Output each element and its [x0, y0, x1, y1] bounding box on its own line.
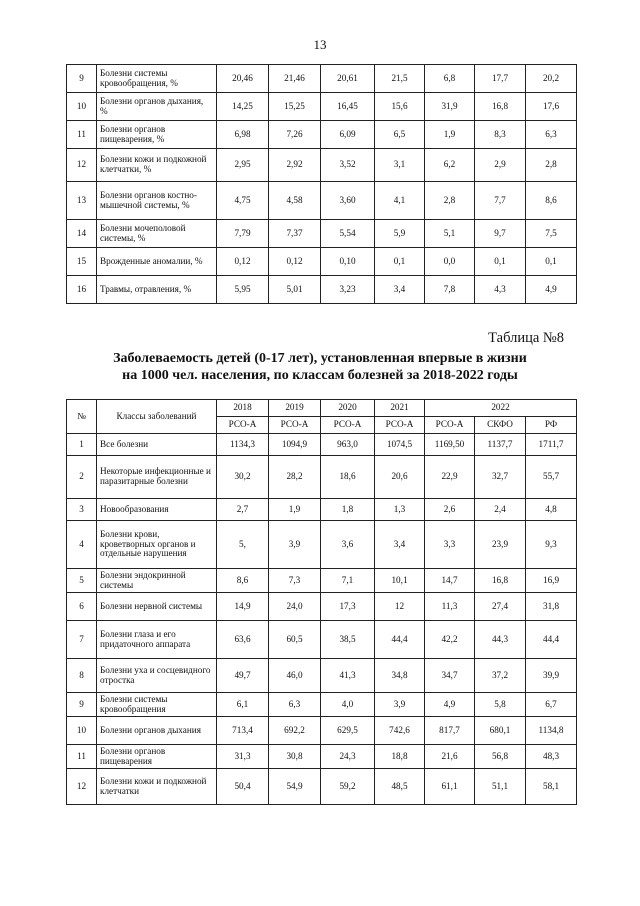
value-cell: 55,7 [526, 456, 577, 499]
row-number: 11 [67, 745, 97, 769]
value-cell: 49,7 [217, 659, 269, 693]
value-cell: 6,1 [217, 693, 269, 717]
value-cell: 46,0 [269, 659, 321, 693]
header-region: РФ [526, 417, 577, 434]
value-cell: 6,3 [269, 693, 321, 717]
value-cell: 2,7 [217, 499, 269, 521]
table-8 [66, 399, 577, 805]
table-row [67, 693, 577, 717]
value-cell: 4,3 [475, 276, 526, 304]
value-cell: 0,0 [425, 248, 475, 276]
table-title [0, 350, 640, 384]
disease-class: Болезни органов дыхания, % [97, 93, 217, 121]
disease-class: Болезни системы кровообращения, % [97, 65, 217, 93]
disease-class: Болезни уха и сосцевидного отростка [97, 659, 217, 693]
value-cell: 0,12 [269, 248, 321, 276]
disease-class: Новообразования [97, 499, 217, 521]
value-cell: 0,10 [321, 248, 375, 276]
value-cell: 20,2 [526, 65, 577, 93]
value-cell: 7,26 [269, 121, 321, 149]
value-cell: 0,1 [475, 248, 526, 276]
value-cell: 18,6 [321, 456, 375, 499]
table-row [67, 220, 577, 248]
value-cell: 4,9 [425, 693, 475, 717]
table-row [67, 149, 577, 182]
value-cell: 14,25 [217, 93, 269, 121]
value-cell: 3,1 [375, 149, 425, 182]
value-cell: 7,7 [475, 182, 526, 220]
disease-class: Болезни глаза и его придаточного аппарата [97, 621, 217, 659]
disease-class: Болезни кожи и подкожной клетчатки [97, 769, 217, 805]
row-number: 10 [67, 717, 97, 745]
table-row [67, 769, 577, 805]
value-cell: 54,9 [269, 769, 321, 805]
value-cell: 39,9 [526, 659, 577, 693]
disease-class: Болезни эндокринной системы [97, 569, 217, 593]
value-cell: 7,8 [425, 276, 475, 304]
value-cell: 692,2 [269, 717, 321, 745]
value-cell: 9,3 [526, 521, 577, 569]
table-row [67, 569, 577, 593]
value-cell: 1137,7 [475, 434, 526, 456]
value-cell: 3,23 [321, 276, 375, 304]
value-cell: 23,9 [475, 521, 526, 569]
value-cell: 3,9 [375, 693, 425, 717]
row-number: 6 [67, 593, 97, 621]
value-cell: 6,09 [321, 121, 375, 149]
header-region: СКФО [475, 417, 526, 434]
table-row [67, 93, 577, 121]
value-cell: 7,3 [269, 569, 321, 593]
disease-class: Травмы, отравления, % [97, 276, 217, 304]
table-row [67, 717, 577, 745]
header-num: № [67, 400, 97, 434]
value-cell: 3,4 [375, 276, 425, 304]
disease-class: Болезни мочеполовой системы, % [97, 220, 217, 248]
value-cell: 32,7 [475, 456, 526, 499]
value-cell: 14,7 [425, 569, 475, 593]
row-number: 10 [67, 93, 97, 121]
value-cell: 742,6 [375, 717, 425, 745]
value-cell: 14,9 [217, 593, 269, 621]
disease-class: Болезни кожи и подкожной клетчатки, % [97, 149, 217, 182]
value-cell: 0,12 [217, 248, 269, 276]
header-region: РСО-А [425, 417, 475, 434]
table-title-line-2: на 1000 чел. населения, по классам болезней за 2018-2022 годы [122, 368, 518, 383]
row-number: 11 [67, 121, 97, 149]
value-cell: 38,5 [321, 621, 375, 659]
value-cell: 17,7 [475, 65, 526, 93]
value-cell: 4,8 [526, 499, 577, 521]
value-cell: 963,0 [321, 434, 375, 456]
value-cell: 31,8 [526, 593, 577, 621]
value-cell: 1094,9 [269, 434, 321, 456]
value-cell: 37,2 [475, 659, 526, 693]
header-region: РСО-А [321, 417, 375, 434]
value-cell: 50,4 [217, 769, 269, 805]
value-cell: 30,2 [217, 456, 269, 499]
value-cell: 0,1 [375, 248, 425, 276]
value-cell: 20,6 [375, 456, 425, 499]
value-cell: 3,60 [321, 182, 375, 220]
value-cell: 6,3 [526, 121, 577, 149]
value-cell: 60,5 [269, 621, 321, 659]
value-cell: 20,46 [217, 65, 269, 93]
value-cell: 63,6 [217, 621, 269, 659]
value-cell: 24,3 [321, 745, 375, 769]
value-cell: 12 [375, 593, 425, 621]
table-title-line-1: Заболеваемость детей (0-17 лет), установленная впервые в жизни [113, 351, 527, 366]
table-row [67, 276, 577, 304]
table-row [67, 499, 577, 521]
value-cell: 6,7 [526, 693, 577, 717]
value-cell: 44,3 [475, 621, 526, 659]
value-cell: 22,9 [425, 456, 475, 499]
row-number: 1 [67, 434, 97, 456]
value-cell: 44,4 [526, 621, 577, 659]
row-number: 5 [67, 569, 97, 593]
value-cell: 2,8 [425, 182, 475, 220]
value-cell: 4,75 [217, 182, 269, 220]
table-row [67, 434, 577, 456]
value-cell: 6,2 [425, 149, 475, 182]
top-table-body [67, 65, 577, 304]
header-region: РСО-А [217, 417, 269, 434]
disease-class: Болезни крови, кроветворных органов и отдельные нарушения [97, 521, 217, 569]
row-number: 13 [67, 182, 97, 220]
value-cell: 16,9 [526, 569, 577, 593]
table-label: Таблица №8 [488, 330, 564, 346]
disease-class: Болезни нервной системы [97, 593, 217, 621]
table-row [67, 121, 577, 149]
value-cell: 1,9 [269, 499, 321, 521]
header-year: 2019 [269, 400, 321, 417]
value-cell: 629,5 [321, 717, 375, 745]
value-cell: 5,95 [217, 276, 269, 304]
value-cell: 8,6 [526, 182, 577, 220]
value-cell: 9,7 [475, 220, 526, 248]
value-cell: 44,4 [375, 621, 425, 659]
value-cell: 5,01 [269, 276, 321, 304]
row-number: 3 [67, 499, 97, 521]
disease-class: Болезни органов пищеварения [97, 745, 217, 769]
value-cell: 28,2 [269, 456, 321, 499]
value-cell: 3,6 [321, 521, 375, 569]
page-number: 13 [313, 37, 327, 52]
value-cell: 21,46 [269, 65, 321, 93]
value-cell: 1,9 [425, 121, 475, 149]
header-region: РСО-А [375, 417, 425, 434]
value-cell: 3,52 [321, 149, 375, 182]
value-cell: 24,0 [269, 593, 321, 621]
value-cell: 1711,7 [526, 434, 577, 456]
value-cell: 7,1 [321, 569, 375, 593]
header-year: 2020 [321, 400, 375, 417]
row-number: 15 [67, 248, 97, 276]
value-cell: 2,6 [425, 499, 475, 521]
row-number: 12 [67, 149, 97, 182]
table-row [67, 745, 577, 769]
table-row [67, 65, 577, 93]
value-cell: 27,4 [475, 593, 526, 621]
disease-class: Болезни органов костно-мышечной системы, % [97, 182, 217, 220]
value-cell: 7,37 [269, 220, 321, 248]
disease-class: Болезни органов пищеварения, % [97, 121, 217, 149]
value-cell: 8,6 [217, 569, 269, 593]
table-row [67, 248, 577, 276]
row-number: 7 [67, 621, 97, 659]
value-cell: 2,92 [269, 149, 321, 182]
value-cell: 10,1 [375, 569, 425, 593]
header-year: 2022 [425, 400, 577, 417]
table-8-body [67, 434, 577, 805]
value-cell: 8,3 [475, 121, 526, 149]
value-cell: 48,3 [526, 745, 577, 769]
value-cell: 3,3 [425, 521, 475, 569]
value-cell: 7,79 [217, 220, 269, 248]
value-cell: 1169,50 [425, 434, 475, 456]
disease-class: Болезни органов дыхания [97, 717, 217, 745]
row-number: 8 [67, 659, 97, 693]
value-cell: 31,9 [425, 93, 475, 121]
table-row [67, 621, 577, 659]
disease-class: Все болезни [97, 434, 217, 456]
value-cell: 15,6 [375, 93, 425, 121]
value-cell: 31,3 [217, 745, 269, 769]
table-8-header [67, 400, 577, 434]
value-cell: 56,8 [475, 745, 526, 769]
value-cell: 1,8 [321, 499, 375, 521]
row-number: 2 [67, 456, 97, 499]
value-cell: 6,8 [425, 65, 475, 93]
value-cell: 51,1 [475, 769, 526, 805]
value-cell: 713,4 [217, 717, 269, 745]
table-row [67, 521, 577, 569]
disease-class: Болезни системы кровообращения [97, 693, 217, 717]
value-cell: 1074,5 [375, 434, 425, 456]
value-cell: 1,3 [375, 499, 425, 521]
row-number: 9 [67, 65, 97, 93]
value-cell: 2,95 [217, 149, 269, 182]
value-cell: 5, [217, 521, 269, 569]
value-cell: 11,3 [425, 593, 475, 621]
value-cell: 2,8 [526, 149, 577, 182]
value-cell: 15,25 [269, 93, 321, 121]
header-classes: Классы заболеваний [97, 400, 217, 434]
table-row [67, 182, 577, 220]
value-cell: 4,58 [269, 182, 321, 220]
table-row [67, 456, 577, 499]
value-cell: 48,5 [375, 769, 425, 805]
value-cell: 6,5 [375, 121, 425, 149]
value-cell: 4,1 [375, 182, 425, 220]
value-cell: 58,1 [526, 769, 577, 805]
value-cell: 21,6 [425, 745, 475, 769]
row-number: 16 [67, 276, 97, 304]
value-cell: 30,8 [269, 745, 321, 769]
value-cell: 16,8 [475, 93, 526, 121]
value-cell: 5,1 [425, 220, 475, 248]
value-cell: 1134,8 [526, 717, 577, 745]
value-cell: 16,45 [321, 93, 375, 121]
value-cell: 17,3 [321, 593, 375, 621]
table-row [67, 659, 577, 693]
value-cell: 5,9 [375, 220, 425, 248]
value-cell: 17,6 [526, 93, 577, 121]
value-cell: 2,9 [475, 149, 526, 182]
value-cell: 59,2 [321, 769, 375, 805]
value-cell: 3,9 [269, 521, 321, 569]
value-cell: 34,8 [375, 659, 425, 693]
top-table [66, 64, 577, 304]
value-cell: 1134,3 [217, 434, 269, 456]
value-cell: 680,1 [475, 717, 526, 745]
value-cell: 5,8 [475, 693, 526, 717]
value-cell: 2,4 [475, 499, 526, 521]
value-cell: 3,4 [375, 521, 425, 569]
disease-class: Некоторые инфекционные и паразитарные болезни [97, 456, 217, 499]
value-cell: 6,98 [217, 121, 269, 149]
value-cell: 20,61 [321, 65, 375, 93]
row-number: 4 [67, 521, 97, 569]
value-cell: 817,7 [425, 717, 475, 745]
value-cell: 0,1 [526, 248, 577, 276]
value-cell: 4,9 [526, 276, 577, 304]
value-cell: 42,2 [425, 621, 475, 659]
value-cell: 18,8 [375, 745, 425, 769]
value-cell: 7,5 [526, 220, 577, 248]
value-cell: 5,54 [321, 220, 375, 248]
value-cell: 34,7 [425, 659, 475, 693]
row-number: 14 [67, 220, 97, 248]
value-cell: 16,8 [475, 569, 526, 593]
row-number: 9 [67, 693, 97, 717]
table-row [67, 593, 577, 621]
header-year: 2018 [217, 400, 269, 417]
row-number: 12 [67, 769, 97, 805]
value-cell: 21,5 [375, 65, 425, 93]
value-cell: 4,0 [321, 693, 375, 717]
header-year: 2021 [375, 400, 425, 417]
value-cell: 41,3 [321, 659, 375, 693]
header-region: РСО-А [269, 417, 321, 434]
disease-class: Врожденные аномалии, % [97, 248, 217, 276]
value-cell: 61,1 [425, 769, 475, 805]
